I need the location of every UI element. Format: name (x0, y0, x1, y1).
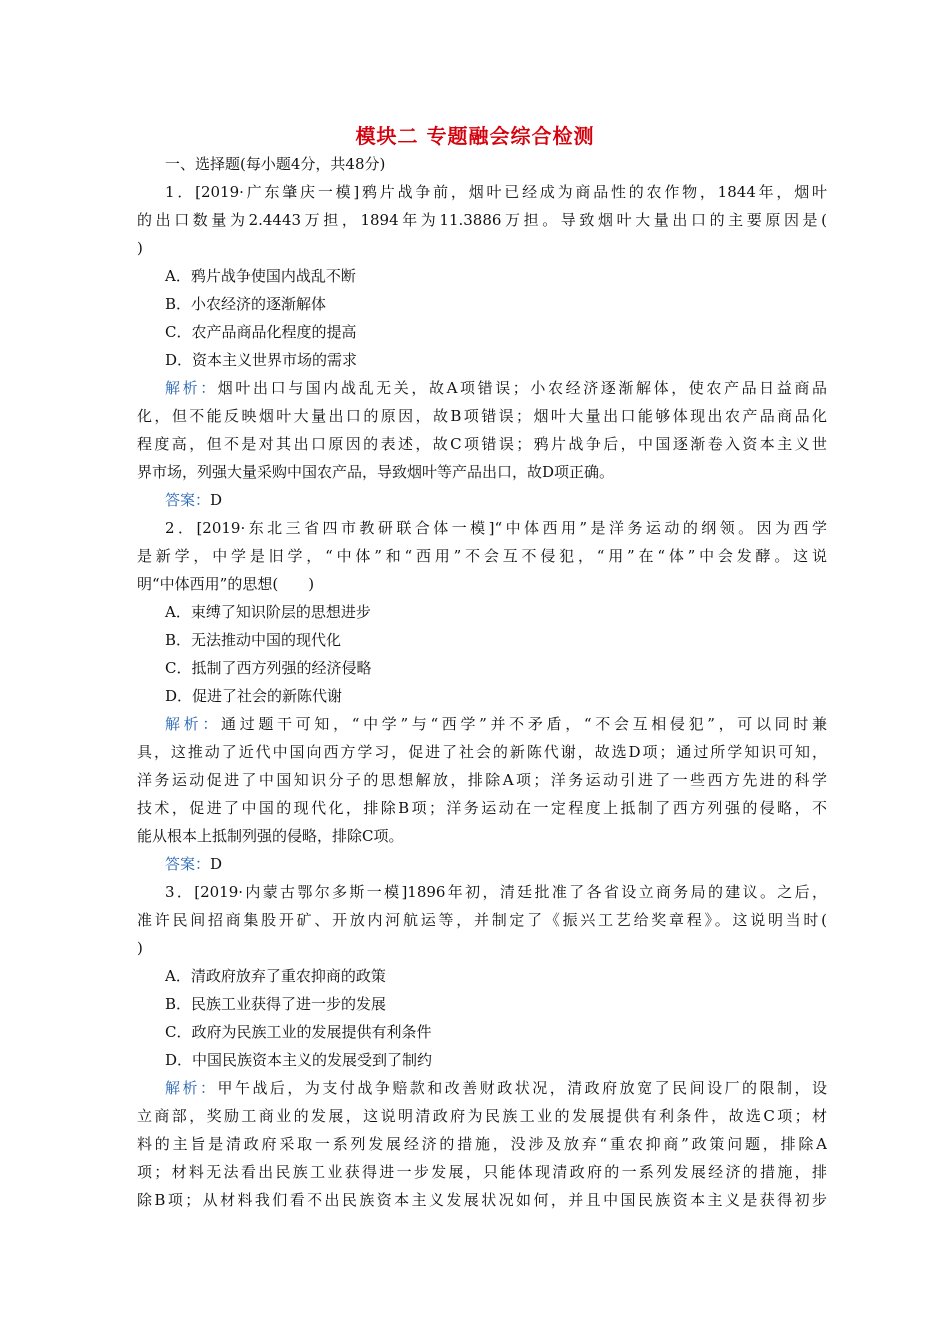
option-c: C．农产品商品化程度的提高 (165, 323, 357, 341)
question-3 (137, 878, 827, 1214)
document-body (137, 150, 827, 1214)
analysis-line: 立商部，奖励工商业的发展，这说明清政府为民族工业的发展提供有利条件，故选C项；材 (137, 1107, 827, 1125)
analysis-line: 洋务运动促进了中国知识分子的思想解放，排除A项；洋务运动引进了一些西方先进的科学 (137, 771, 827, 789)
analysis-text: 通过题干可知，“中学”与“西学”并不矛盾，“不会互相侵犯”，可以同时兼 (221, 715, 827, 733)
option-d: D．资本主义世界市场的需求 (165, 351, 358, 369)
question-1 (137, 178, 827, 514)
option-a: A．清政府放弃了重农抑商的政策 (165, 967, 386, 985)
answer-label: 答案： (165, 491, 211, 509)
question-text-line: 是新学，中学是旧学，“中体”和“西用”不会互不侵犯，“用”在“体”中会发酵。这说 (137, 547, 827, 565)
section-heading: 一、选择题(每小题4分，共48分) (165, 155, 386, 173)
question-text-line: 3．[2019·内蒙古鄂尔多斯一模]1896年初，清廷批准了各省设立商务局的建议。之后， (165, 883, 827, 901)
question-text-line: 的出口数量为2.4443万担，1894年为11.3886万担。导致烟叶大量出口的主要原因是( (137, 211, 827, 229)
answer-line (137, 850, 827, 878)
analysis-first-line (137, 1074, 827, 1102)
analysis-text: 甲午战后，为支付战争赔款和改善财政状况，清政府放宽了民间设厂的限制，设 (217, 1079, 827, 1097)
answer-label: 答案： (165, 855, 211, 873)
question-2 (137, 514, 827, 878)
analysis-first-line (137, 710, 827, 738)
analysis-label: 解析： (165, 379, 218, 397)
analysis-line: 除B项；从材料我们看不出民族资本主义发展状况如何，并且中国民族资本主义是获得初步 (137, 1191, 827, 1209)
analysis-line: 能从根本上抵制列强的侵略，排除C项。 (137, 827, 404, 845)
analysis-line: 化，但不能反映烟叶大量出口的原因，故B项错误；烟叶大量出口能够体现出农产品商品化 (137, 407, 827, 425)
option-b: B．无法推动中国的现代化 (165, 631, 342, 649)
analysis-line: 具，这推动了近代中国向西方学习，促进了社会的新陈代谢，故选D项；通过所学知识可知， (137, 743, 827, 761)
answer-value: D (210, 855, 223, 873)
analysis-line: 项；材料无法看出民族工业获得进一步发展，只能体现清政府的一系列发展经济的措施，排 (137, 1163, 827, 1181)
analysis-line: 料的主旨是清政府采取一系列发展经济的措施，没涉及放弃“重农抑商”政策问题，排除A (137, 1135, 827, 1153)
option-b: B．民族工业获得了进一步的发展 (165, 995, 387, 1013)
analysis-label: 解析： (165, 1079, 218, 1097)
answer-value: D (210, 491, 223, 509)
analysis-line: 程度高，但不是对其出口原因的表述，故C项错误；鸦片战争后，中国逐渐卷入资本主义世 (137, 435, 827, 453)
option-a: A．鸦片战争使国内战乱不断 (165, 267, 356, 285)
question-text-line: 明“中体西用”的思想( ) (137, 575, 315, 593)
option-d: D．中国民族资本主义的发展受到了制约 (165, 1051, 433, 1069)
question-text-line: 准许民间招商集股开矿、开放内河航运等，并制定了《振兴工艺给奖章程》。这说明当时( (137, 911, 827, 929)
analysis-text: 烟叶出口与国内战乱无关，故A项错误；小农经济逐渐解体，使农产品日益商品 (217, 379, 827, 397)
option-c: C．抵制了西方列强的经济侵略 (165, 659, 372, 677)
question-text-line: 2．[2019·东北三省四市教研联合体一模]“中体西用”是洋务运动的纲领。因为西学 (165, 519, 827, 537)
option-c: C．政府为民族工业的发展提供有利条件 (165, 1023, 432, 1041)
question-text-line: ) (137, 239, 143, 257)
option-a: A．束缚了知识阶层的思想进步 (165, 603, 371, 621)
option-d: D．促进了社会的新陈代谢 (165, 687, 343, 705)
analysis-line: 技术，促进了中国的现代化，排除B项；洋务运动在一定程度上抵制了西方列强的侵略，不 (137, 799, 827, 817)
option-b: B．小农经济的逐渐解体 (165, 295, 327, 313)
analysis-label: 解析： (165, 715, 222, 733)
page-title: 模块二 专题融会综合检测 (355, 124, 595, 148)
question-text-line: ) (137, 939, 143, 957)
analysis-line: 界市场，列强大量采购中国农产品，导致烟叶等产品出口，故D项正确。 (137, 463, 615, 481)
analysis-first-line (137, 374, 827, 402)
answer-line (137, 486, 827, 514)
question-text-line: 1．[2019·广东肇庆一模]鸦片战争前，烟叶已经成为商品性的农作物，1844年，烟叶 (165, 183, 827, 201)
